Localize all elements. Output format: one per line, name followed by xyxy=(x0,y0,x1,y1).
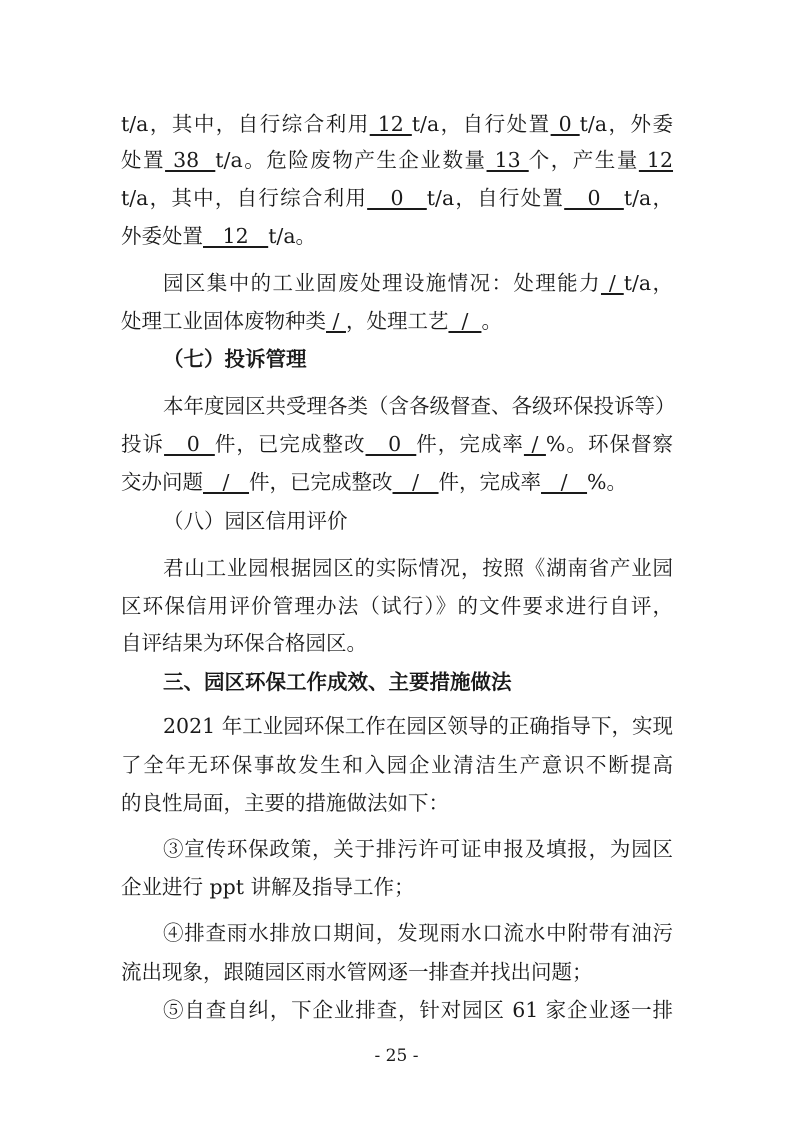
underlined-blank: 0 xyxy=(564,186,624,210)
underlined-blank: 12 xyxy=(638,148,674,172)
text-line: 外委处置 12 t/a。 xyxy=(121,224,317,248)
underlined-blank: 0 xyxy=(367,186,427,210)
section-heading-3: 三、园区环保工作成效、主要措施做法 xyxy=(163,670,512,694)
underlined-blank: 38 xyxy=(165,148,216,172)
underlined-blank: / xyxy=(523,432,546,456)
text-line: ③宣传环保政策，关于排污许可证申报及填报，为园区 xyxy=(163,837,673,861)
text-line: 处理工业固体废物种类 / ，处理工艺 / 。 xyxy=(121,309,502,333)
text-line: 的良性局面，主要的措施做法如下： xyxy=(121,791,449,815)
text-line: 了全年无环保事故发生和入园企业清洁生产意识不断提高 xyxy=(121,753,673,777)
text-line: t/a，其中，自行综合利用 0 t/a，自行处置 0 t/a， xyxy=(121,186,673,210)
text-line: 君山工业园根据园区的实际情况，按照《湖南省产业园 xyxy=(163,556,673,580)
underlined-blank: / xyxy=(203,470,250,494)
text-line: 自评结果为环保合格园区。 xyxy=(121,631,367,655)
text-line: ④排查雨水排放口期间，发现雨水口流水中附带有油污 xyxy=(163,921,673,945)
underlined-blank: 0 xyxy=(164,432,215,456)
text-line: 2021 年工业园环保工作在园区领导的正确指导下，实现 xyxy=(163,714,673,738)
underlined-blank: / xyxy=(326,309,346,333)
underlined-blank: 0 xyxy=(550,112,580,136)
underlined-blank: 12 xyxy=(203,224,269,248)
underlined-blank: 0 xyxy=(365,432,417,456)
text-line: 区环保信用评价管理办法（试行）》的文件要求进行自评， xyxy=(121,594,673,618)
text-line: 企业进行 ppt 讲解及指导工作； xyxy=(121,875,415,899)
underlined-blank: 12 xyxy=(369,112,412,136)
underlined-blank: / xyxy=(541,470,588,494)
section-heading-7: （七）投诉管理 xyxy=(163,347,307,371)
underlined-blank: / xyxy=(448,309,482,333)
underlined-blank: / xyxy=(392,470,439,494)
text-line: 投诉 0 件，已完成整改 0 件，完成率 / %。环保督察 xyxy=(121,432,674,456)
text-line: t/a，其中，自行综合利用 12 t/a，自行处置 0 t/a，外委 xyxy=(121,112,673,136)
section-heading-8: （八）园区信用评价 xyxy=(163,509,348,533)
underlined-blank: 13 xyxy=(486,148,529,172)
text-line: 交办问题 / 件，已完成整改 / 件，完成率 / %。 xyxy=(121,470,628,494)
text-line: 流出现象，跟随园区雨水管网逐一排查并找出问题； xyxy=(121,960,593,984)
text-line: 本年度园区共受理各类（含各级督查、各级环保投诉等） xyxy=(163,394,676,418)
underlined-blank: / xyxy=(600,271,624,295)
text-line: 园区集中的工业固废处理设施情况：处理能力 / t/a， xyxy=(163,271,673,295)
page-number: - 25 - xyxy=(374,1046,419,1066)
text-line: ⑤自查自纠，下企业排查，针对园区 61 家企业逐一排 xyxy=(163,998,673,1022)
text-line: 处置 38 t/a。危险废物产生企业数量 13 个，产生量 12 xyxy=(121,148,674,172)
